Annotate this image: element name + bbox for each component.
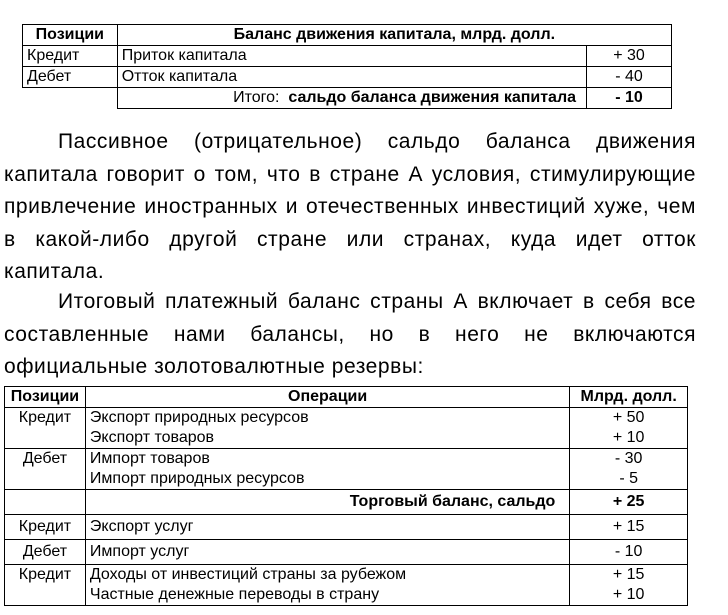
table-row — [5, 408, 688, 449]
row-value: + 15 — [570, 515, 688, 540]
row-values — [570, 408, 688, 449]
row-value: - 10 — [570, 540, 688, 565]
header-positions: Позиции — [23, 25, 118, 46]
paragraph-1-text: Пассивное (отрицательное) сальдо баланса движения капитала говорит о том, что в стране А условия, стимулирующие привлечение иностранных и отечественных инвестиций хуже, чем в какой-либо другой стране или странах, куда идет отток капитала. — [4, 130, 696, 283]
empty-cell — [5, 490, 86, 515]
row-value: - 40 — [587, 67, 672, 88]
operation-item: Импорт товаров — [89, 450, 210, 467]
row-position: Кредит — [5, 515, 86, 540]
paragraph-passive-balance — [4, 126, 696, 289]
row-operation: Приток капитала — [117, 46, 586, 67]
row-value: + 30 — [587, 46, 672, 67]
row-position: Дебет — [5, 540, 86, 565]
value-item: - 5 — [619, 470, 638, 487]
row-position: Кредит — [5, 408, 86, 449]
table-row — [5, 565, 688, 606]
value-item: + 15 — [612, 566, 645, 583]
table-row — [5, 540, 688, 565]
header-capital-balance: Баланс движения капитала, млрд. долл. — [117, 25, 671, 46]
header-billion-usd: Млрд. долл. — [570, 387, 688, 408]
row-operation: Экспорт услуг — [85, 515, 569, 540]
row-operations — [85, 565, 569, 606]
row-position: Кредит — [23, 46, 118, 67]
value-item: - 30 — [614, 450, 643, 467]
paragraph-2-text: Итоговый платежный баланс страны А включает в себя все составленные нами балансы, но в него не включаются официальные золотовалютные резервы: — [4, 290, 696, 378]
header-operations: Операции — [85, 387, 569, 408]
row-operation: Импорт услуг — [85, 540, 569, 565]
row-position: Дебет — [23, 67, 118, 88]
value-item: + 10 — [612, 429, 645, 446]
operation-item: Экспорт природных ресурсов — [89, 409, 309, 426]
row-position: Кредит — [5, 565, 86, 606]
table-row — [23, 67, 672, 88]
operation-item: Частные денежные переводы в страну — [89, 586, 380, 603]
value-item: + 10 — [612, 586, 645, 603]
paragraph-total-balance — [4, 286, 696, 384]
table-row — [23, 46, 672, 67]
trade-balance-row — [5, 490, 688, 515]
payment-balance-table — [4, 386, 688, 606]
row-values — [570, 565, 688, 606]
operation-item: Доходы от инвестиций страны за рубежом — [89, 566, 407, 583]
row-operation: Отток капитала — [117, 67, 586, 88]
header-positions: Позиции — [5, 387, 86, 408]
total-prefix: Итого: — [233, 89, 280, 106]
total-label — [117, 88, 586, 109]
total-text: сальдо баланса движения капитала — [288, 89, 577, 106]
operation-item: Импорт природных ресурсов — [89, 470, 305, 487]
total-value: - 10 — [587, 88, 672, 109]
capital-flow-table — [22, 24, 672, 109]
empty-cell — [23, 88, 118, 109]
row-position: Дебет — [5, 449, 86, 490]
value-item: + 50 — [612, 409, 645, 426]
row-operations — [85, 408, 569, 449]
trade-balance-value: + 25 — [570, 490, 688, 515]
table-row — [5, 449, 688, 490]
table-row — [5, 515, 688, 540]
total-row — [23, 88, 672, 109]
operation-item: Экспорт товаров — [89, 429, 215, 446]
row-values — [570, 449, 688, 490]
trade-balance-label: Торговый баланс, сальдо — [85, 490, 569, 515]
row-operations — [85, 449, 569, 490]
